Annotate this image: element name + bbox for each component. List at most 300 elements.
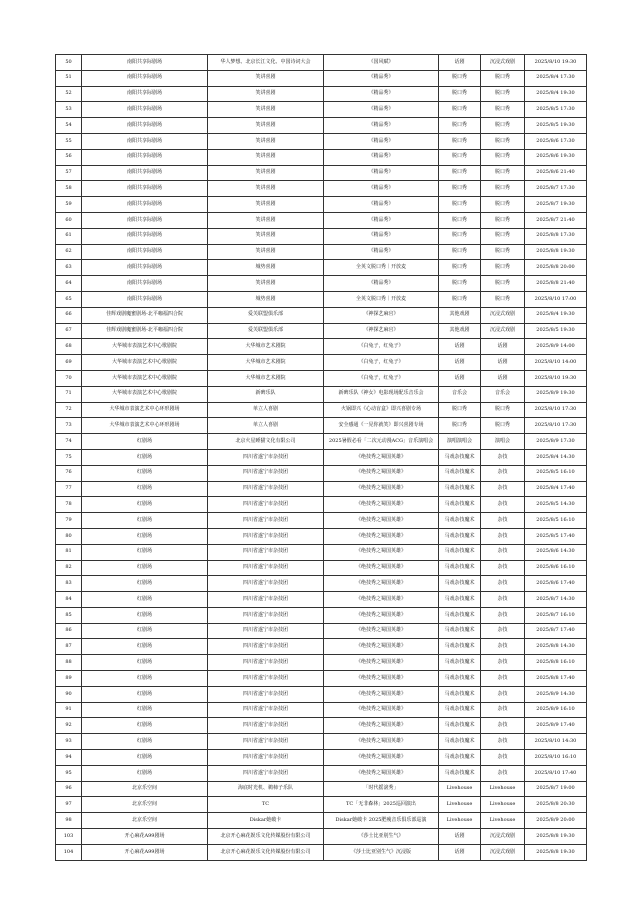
venue-cell: 开心麻花A99剧场 <box>82 844 208 860</box>
venue-cell: 红剧场 <box>82 750 208 766</box>
row-number-cell: 83 <box>56 576 82 592</box>
row-number-cell: 57 <box>56 165 82 181</box>
venue-cell: 南阳共享际剧场 <box>82 102 208 118</box>
datetime-cell: 2025/8/8 17:40 <box>525 671 587 687</box>
row-number-cell: 73 <box>56 418 82 434</box>
category-cell: 马戏杂技魔术 <box>439 544 481 560</box>
category-cell: 马戏杂技魔术 <box>439 576 481 592</box>
row-number-cell: 86 <box>56 623 82 639</box>
row-number-cell: 81 <box>56 544 82 560</box>
organizer-cell: 大华城市艺术剧院 <box>208 370 324 386</box>
row-number-cell: 92 <box>56 718 82 734</box>
show-title-cell: 《绝技秀之蜀国英雄》 <box>324 607 439 623</box>
organizer-cell: 北京开心麻花娱乐文化传媒股份有限公司 <box>208 829 324 845</box>
show-title-cell: 《精品秀》 <box>324 212 439 228</box>
subcategory-cell: 脱口秀 <box>481 402 525 418</box>
show-title-cell: 2025暑假必看「二次元动漫ACG」音乐演唱会 <box>324 434 439 450</box>
table-row <box>56 607 587 623</box>
datetime-cell: 2025/8/10 19:30 <box>525 370 587 386</box>
table-row <box>56 291 587 307</box>
row-number-cell: 85 <box>56 607 82 623</box>
category-cell: 马戏杂技魔术 <box>439 449 481 465</box>
organizer-cell: 四川省遂宁市杂技团 <box>208 607 324 623</box>
organizer-cell: 四川省遂宁市杂技团 <box>208 544 324 560</box>
row-number-cell: 74 <box>56 434 82 450</box>
show-title-cell: 全英文脱口秀｜开放麦 <box>324 291 439 307</box>
table-row <box>56 718 587 734</box>
table-row <box>56 449 587 465</box>
subcategory-cell: 脱口秀 <box>481 165 525 181</box>
show-title-cell: 《精品秀》 <box>324 86 439 102</box>
category-cell: 脱口秀 <box>439 181 481 197</box>
subcategory-cell: 杂技 <box>481 750 525 766</box>
row-number-cell: 94 <box>56 750 82 766</box>
table-row <box>56 528 587 544</box>
row-number-cell: 56 <box>56 149 82 165</box>
organizer-cell: 笑讲喜剧 <box>208 102 324 118</box>
datetime-cell: 2025/8/5 19:30 <box>525 323 587 339</box>
organizer-cell: 大华城市艺术剧院 <box>208 339 324 355</box>
datetime-cell: 2025/8/8 20:30 <box>525 797 587 813</box>
table-row <box>56 212 587 228</box>
category-cell: Livehouse <box>439 813 481 829</box>
organizer-cell: 华人梦想、北京长江文化、中国诗词大会 <box>208 55 324 71</box>
venue-cell: 红剧场 <box>82 671 208 687</box>
row-number-cell: 79 <box>56 513 82 529</box>
category-cell: 脱口秀 <box>439 149 481 165</box>
organizer-cell: 新碑乐队 <box>208 386 324 402</box>
organizer-cell: 四川省遂宁市杂技团 <box>208 718 324 734</box>
datetime-cell: 2025/8/6 21:40 <box>525 165 587 181</box>
venue-cell: 大华城市表演艺术中心环形剧场 <box>82 402 208 418</box>
table-row <box>56 165 587 181</box>
category-cell: 马戏杂技魔术 <box>439 655 481 671</box>
venue-cell: 南阳共享际剧场 <box>82 260 208 276</box>
row-number-cell: 71 <box>56 386 82 402</box>
subcategory-cell: 脱口秀 <box>481 133 525 149</box>
venue-cell: 红剧场 <box>82 560 208 576</box>
subcategory-cell: 沉浸式戏剧 <box>481 323 525 339</box>
venue-cell: 南阳共享际剧场 <box>82 165 208 181</box>
subcategory-cell: 杂技 <box>481 465 525 481</box>
category-cell: 话剧 <box>439 844 481 860</box>
category-cell: 马戏杂技魔术 <box>439 481 481 497</box>
show-title-cell: 新碑乐队《神女》电影现场配乐音乐会 <box>324 386 439 402</box>
show-title-cell: 《精品秀》 <box>324 118 439 134</box>
subcategory-cell: 杂技 <box>481 449 525 465</box>
row-number-cell: 97 <box>56 797 82 813</box>
organizer-cell: 笑讲喜剧 <box>208 181 324 197</box>
datetime-cell: 2025/8/6 17:30 <box>525 133 587 149</box>
show-title-cell: 《白兔子，红兔子》 <box>324 339 439 355</box>
show-title-cell: 《绝技秀之蜀国英雄》 <box>324 465 439 481</box>
category-cell: 脱口秀 <box>439 291 481 307</box>
venue-cell: 南阳共享际剧场 <box>82 197 208 213</box>
table-row <box>56 181 587 197</box>
table-row <box>56 70 587 86</box>
organizer-cell: 北京火星睡猫文化有限公司 <box>208 434 324 450</box>
venue-cell: 红剧场 <box>82 497 208 513</box>
organizer-cell: 四川省遂宁市杂技团 <box>208 655 324 671</box>
subcategory-cell: 杂技 <box>481 734 525 750</box>
subcategory-cell: 脱口秀 <box>481 70 525 86</box>
datetime-cell: 2025/8/10 16:10 <box>525 750 587 766</box>
subcategory-cell: 脱口秀 <box>481 118 525 134</box>
row-number-cell: 82 <box>56 560 82 576</box>
venue-cell: 红剧场 <box>82 576 208 592</box>
show-title-cell: 《国风赋》 <box>324 55 439 71</box>
show-title-cell: 《绝技秀之蜀国英雄》 <box>324 592 439 608</box>
subcategory-cell: 脱口秀 <box>481 244 525 260</box>
subcategory-cell: 杂技 <box>481 639 525 655</box>
table-row <box>56 576 587 592</box>
table-row <box>56 639 587 655</box>
row-number-cell: 60 <box>56 212 82 228</box>
subcategory-cell: 杂技 <box>481 592 525 608</box>
venue-cell: 南阳共享际剧场 <box>82 118 208 134</box>
subcategory-cell: 沉浸式戏剧 <box>481 55 525 71</box>
table-row <box>56 702 587 718</box>
category-cell: 马戏杂技魔术 <box>439 592 481 608</box>
organizer-cell: 四川省遂宁市杂技团 <box>208 623 324 639</box>
row-number-cell: 65 <box>56 291 82 307</box>
table-row <box>56 418 587 434</box>
subcategory-cell: 话剧 <box>481 355 525 371</box>
datetime-cell: 2025/8/10 14:30 <box>525 734 587 750</box>
row-number-cell: 76 <box>56 465 82 481</box>
row-number-cell: 90 <box>56 686 82 702</box>
table-row <box>56 307 587 323</box>
organizer-cell: 笑讲喜剧 <box>208 276 324 292</box>
table-row <box>56 797 587 813</box>
organizer-cell: 四川省遂宁市杂技团 <box>208 750 324 766</box>
table-row <box>56 276 587 292</box>
category-cell: 马戏杂技魔术 <box>439 718 481 734</box>
show-title-cell: 《白兔子，红兔子》 <box>324 370 439 386</box>
table-row <box>56 260 587 276</box>
venue-cell: 红剧场 <box>82 639 208 655</box>
table-row <box>56 118 587 134</box>
table-row <box>56 55 587 71</box>
venue-cell: 南阳共享际剧场 <box>82 228 208 244</box>
table-row <box>56 149 587 165</box>
venue-cell: 南阳共享际剧场 <box>82 212 208 228</box>
subcategory-cell: 杂技 <box>481 671 525 687</box>
category-cell: 马戏杂技魔术 <box>439 702 481 718</box>
show-title-cell: 《绝技秀之蜀国英雄》 <box>324 718 439 734</box>
subcategory-cell: 杂技 <box>481 481 525 497</box>
venue-cell: 红剧场 <box>82 592 208 608</box>
datetime-cell: 2025/8/5 17:30 <box>525 102 587 118</box>
row-number-cell: 72 <box>56 402 82 418</box>
table-row <box>56 592 587 608</box>
row-number-cell: 63 <box>56 260 82 276</box>
venue-cell: 红剧场 <box>82 655 208 671</box>
datetime-cell: 2025/8/8 19:30 <box>525 829 587 845</box>
datetime-cell: 2025/8/8 14:30 <box>525 639 587 655</box>
category-cell: 脱口秀 <box>439 165 481 181</box>
venue-cell: 南阳共享际剧场 <box>82 70 208 86</box>
organizer-cell: 笑讲喜剧 <box>208 86 324 102</box>
subcategory-cell: 演唱会 <box>481 434 525 450</box>
datetime-cell: 2025/8/9 17:40 <box>525 718 587 734</box>
table-row <box>56 560 587 576</box>
venue-cell: 开心麻花A99剧场 <box>82 829 208 845</box>
category-cell: 马戏杂技魔术 <box>439 734 481 750</box>
category-cell: 话剧 <box>439 829 481 845</box>
organizer-cell: 北京开心麻花娱乐文化传媒股份有限公司 <box>208 844 324 860</box>
row-number-cell: 52 <box>56 86 82 102</box>
subcategory-cell: 脱口秀 <box>481 149 525 165</box>
row-number-cell: 87 <box>56 639 82 655</box>
organizer-cell: 四川省遂宁市杂技团 <box>208 465 324 481</box>
table-row <box>56 133 587 149</box>
show-title-cell: 《绝技秀之蜀国英雄》 <box>324 765 439 781</box>
organizer-cell: 四川省遂宁市杂技团 <box>208 592 324 608</box>
datetime-cell: 2025/8/6 17:40 <box>525 576 587 592</box>
category-cell: 脱口秀 <box>439 102 481 118</box>
organizer-cell: 四川省遂宁市杂技团 <box>208 576 324 592</box>
show-title-cell: 《绝技秀之蜀国英雄》 <box>324 686 439 702</box>
show-title-cell: 《绝技秀之蜀国英雄》 <box>324 750 439 766</box>
row-number-cell: 80 <box>56 528 82 544</box>
venue-cell: 红剧场 <box>82 734 208 750</box>
show-title-cell: 「时代摇滚秀」 <box>324 781 439 797</box>
datetime-cell: 2025/8/10 19:30 <box>525 55 587 71</box>
table-row <box>56 671 587 687</box>
category-cell: 脱口秀 <box>439 197 481 213</box>
datetime-cell: 2025/8/6 14:30 <box>525 544 587 560</box>
table-row <box>56 513 587 529</box>
category-cell: 马戏杂技魔术 <box>439 607 481 623</box>
venue-cell: 红剧场 <box>82 465 208 481</box>
organizer-cell: 单立人喜剧 <box>208 402 324 418</box>
subcategory-cell: 沉浸式戏剧 <box>481 307 525 323</box>
show-title-cell: 全英文脱口秀｜开放麦 <box>324 260 439 276</box>
table-row <box>56 686 587 702</box>
venue-cell: 大华城市表演艺术中心环形剧场 <box>82 418 208 434</box>
venue-cell: 南阳共享际剧场 <box>82 86 208 102</box>
row-number-cell: 104 <box>56 844 82 860</box>
organizer-cell: 四川省遂宁市杂技团 <box>208 686 324 702</box>
datetime-cell: 2025/8/9 17:30 <box>525 434 587 450</box>
venue-cell: 红剧场 <box>82 481 208 497</box>
show-title-cell: 《绝技秀之蜀国英雄》 <box>324 623 439 639</box>
organizer-cell: 四川省遂宁市杂技团 <box>208 481 324 497</box>
venue-cell: 红剧场 <box>82 718 208 734</box>
venue-cell: 南阳共享际剧场 <box>82 149 208 165</box>
row-number-cell: 58 <box>56 181 82 197</box>
datetime-cell: 2025/8/4 19:30 <box>525 86 587 102</box>
show-title-cell: 《绝技秀之蜀国英雄》 <box>324 513 439 529</box>
row-number-cell: 61 <box>56 228 82 244</box>
show-title-cell: 安全感通《一见你就笑》即兴喜剧专场 <box>324 418 439 434</box>
show-title-cell: 火锅即兴《心动盲盒》即兴喜剧专场 <box>324 402 439 418</box>
show-title-cell: 《绝技秀之蜀国英雄》 <box>324 528 439 544</box>
show-title-cell: 《绝技秀之蜀国英雄》 <box>324 702 439 718</box>
category-cell: 话剧 <box>439 55 481 71</box>
organizer-cell: Diskar她破卡 <box>208 813 324 829</box>
table-row <box>56 244 587 260</box>
category-cell: 马戏杂技魔术 <box>439 623 481 639</box>
subcategory-cell: 杂技 <box>481 576 525 592</box>
datetime-cell: 2025/8/6 19:30 <box>525 149 587 165</box>
datetime-cell: 2025/8/5 16:10 <box>525 513 587 529</box>
row-number-cell: 96 <box>56 781 82 797</box>
organizer-cell: 大华城市艺术剧院 <box>208 355 324 371</box>
table-row <box>56 323 587 339</box>
category-cell: 脱口秀 <box>439 86 481 102</box>
organizer-cell: 笑讲喜剧 <box>208 149 324 165</box>
category-cell: 马戏杂技魔术 <box>439 671 481 687</box>
organizer-cell: 笑讲喜剧 <box>208 244 324 260</box>
datetime-cell: 2025/8/7 14:30 <box>525 592 587 608</box>
row-number-cell: 67 <box>56 323 82 339</box>
subcategory-cell: 杂技 <box>481 686 525 702</box>
row-number-cell: 51 <box>56 70 82 86</box>
datetime-cell: 2025/8/8 19:30 <box>525 244 587 260</box>
datetime-cell: 2025/8/4 14:30 <box>525 449 587 465</box>
venue-cell: 北京乐空间 <box>82 813 208 829</box>
datetime-cell: 2025/8/9 16:10 <box>525 702 587 718</box>
organizer-cell: 海底时光机、鹈柿子乐队 <box>208 781 324 797</box>
organizer-cell: 四川省遂宁市杂技团 <box>208 765 324 781</box>
datetime-cell: 2025/8/4 17:40 <box>525 481 587 497</box>
datetime-cell: 2025/8/5 17:40 <box>525 528 587 544</box>
row-number-cell: 54 <box>56 118 82 134</box>
organizer-cell: 四川省遂宁市杂技团 <box>208 513 324 529</box>
table-row <box>56 781 587 797</box>
datetime-cell: 2025/8/10 14:00 <box>525 355 587 371</box>
table-row <box>56 197 587 213</box>
subcategory-cell: Livehouse <box>481 813 525 829</box>
organizer-cell: TC <box>208 797 324 813</box>
row-number-cell: 103 <box>56 829 82 845</box>
show-title-cell: 《莎士比亚别生气》沉浸版 <box>324 844 439 860</box>
category-cell: 演唱演唱会 <box>439 434 481 450</box>
show-title-cell: 《精品秀》 <box>324 181 439 197</box>
venue-cell: 大华城市表演艺术中心歌剧院 <box>82 355 208 371</box>
venue-cell: 北京乐空间 <box>82 781 208 797</box>
show-title-cell: 《精品秀》 <box>324 102 439 118</box>
venue-cell: 红剧场 <box>82 434 208 450</box>
show-title-cell: 《精品秀》 <box>324 244 439 260</box>
venue-cell: 南阳共享际剧场 <box>82 291 208 307</box>
datetime-cell: 2025/8/10 17:40 <box>525 765 587 781</box>
table-row <box>56 623 587 639</box>
datetime-cell: 2025/8/4 17:30 <box>525 70 587 86</box>
subcategory-cell: 杂技 <box>481 513 525 529</box>
category-cell: 其他戏剧 <box>439 307 481 323</box>
category-cell: 脱口秀 <box>439 276 481 292</box>
venue-cell: 南阳共享际剧场 <box>82 276 208 292</box>
row-number-cell: 93 <box>56 734 82 750</box>
organizer-cell: 四川省遂宁市杂技团 <box>208 671 324 687</box>
row-number-cell: 89 <box>56 671 82 687</box>
organizer-cell: 爱芙联盟俱乐部 <box>208 307 324 323</box>
datetime-cell: 2025/8/9 19:30 <box>525 386 587 402</box>
category-cell: 马戏杂技魔术 <box>439 465 481 481</box>
category-cell: 马戏杂技魔术 <box>439 750 481 766</box>
subcategory-cell: 杂技 <box>481 718 525 734</box>
row-number-cell: 50 <box>56 55 82 71</box>
table-row <box>56 497 587 513</box>
venue-cell: 佳辉戏剧魔蜜剧场-北平咖福四合院 <box>82 307 208 323</box>
show-title-cell: 《绝技秀之蜀国英雄》 <box>324 655 439 671</box>
subcategory-cell: Livehouse <box>481 781 525 797</box>
category-cell: 脱口秀 <box>439 244 481 260</box>
organizer-cell: 单立人喜剧 <box>208 418 324 434</box>
table-row <box>56 829 587 845</box>
show-title-cell: 《精品秀》 <box>324 276 439 292</box>
organizer-cell: 笑讲喜剧 <box>208 133 324 149</box>
organizer-cell: 四川省遂宁市杂技团 <box>208 528 324 544</box>
venue-cell: 佳辉戏剧魔蜜剧场-北平咖福四合院 <box>82 323 208 339</box>
table-row <box>56 655 587 671</box>
show-title-cell: 《绝技秀之蜀国英雄》 <box>324 671 439 687</box>
organizer-cell: 城势喜剧 <box>208 260 324 276</box>
table-row <box>56 734 587 750</box>
row-number-cell: 77 <box>56 481 82 497</box>
table-row <box>56 544 587 560</box>
subcategory-cell: 脱口秀 <box>481 260 525 276</box>
row-number-cell: 66 <box>56 307 82 323</box>
datetime-cell: 2025/8/9 20:00 <box>525 813 587 829</box>
datetime-cell: 2025/8/7 19:00 <box>525 781 587 797</box>
row-number-cell: 62 <box>56 244 82 260</box>
venue-cell: 北京乐空间 <box>82 797 208 813</box>
category-cell: 马戏杂技魔术 <box>439 497 481 513</box>
datetime-cell: 2025/8/5 14:30 <box>525 497 587 513</box>
show-title-cell: 《绝技秀之蜀国英雄》 <box>324 560 439 576</box>
venue-cell: 南阳共享际剧场 <box>82 181 208 197</box>
subcategory-cell: Livehouse <box>481 797 525 813</box>
organizer-cell: 四川省遂宁市杂技团 <box>208 497 324 513</box>
subcategory-cell: 脱口秀 <box>481 181 525 197</box>
venue-cell: 红剧场 <box>82 702 208 718</box>
venue-cell: 南阳共享际剧场 <box>82 244 208 260</box>
category-cell: 马戏杂技魔术 <box>439 765 481 781</box>
datetime-cell: 2025/8/10 17:00 <box>525 291 587 307</box>
show-title-cell: 《神探艺麻官》 <box>324 307 439 323</box>
row-number-cell: 91 <box>56 702 82 718</box>
organizer-cell: 笑讲喜剧 <box>208 118 324 134</box>
datetime-cell: 2025/8/8 17:30 <box>525 228 587 244</box>
category-cell: 马戏杂技魔术 <box>439 560 481 576</box>
organizer-cell: 爱芙联盟俱乐部 <box>208 323 324 339</box>
row-number-cell: 98 <box>56 813 82 829</box>
datetime-cell: 2025/8/8 20:00 <box>525 260 587 276</box>
subcategory-cell: 脱口秀 <box>481 291 525 307</box>
category-cell: Livehouse <box>439 797 481 813</box>
venue-cell: 红剧场 <box>82 765 208 781</box>
table-row <box>56 355 587 371</box>
category-cell: 脱口秀 <box>439 70 481 86</box>
table-row <box>56 813 587 829</box>
show-title-cell: 《绝技秀之蜀国英雄》 <box>324 449 439 465</box>
show-title-cell: 《绝技秀之蜀国英雄》 <box>324 497 439 513</box>
organizer-cell: 笑讲喜剧 <box>208 70 324 86</box>
venue-cell: 红剧场 <box>82 686 208 702</box>
subcategory-cell: 杂技 <box>481 528 525 544</box>
table-row <box>56 386 587 402</box>
datetime-cell: 2025/8/5 16:10 <box>525 465 587 481</box>
row-number-cell: 78 <box>56 497 82 513</box>
row-number-cell: 59 <box>56 197 82 213</box>
subcategory-cell: 杂技 <box>481 607 525 623</box>
datetime-cell: 2025/8/8 16:10 <box>525 655 587 671</box>
show-title-cell: 《神探艺麻官》 <box>324 323 439 339</box>
